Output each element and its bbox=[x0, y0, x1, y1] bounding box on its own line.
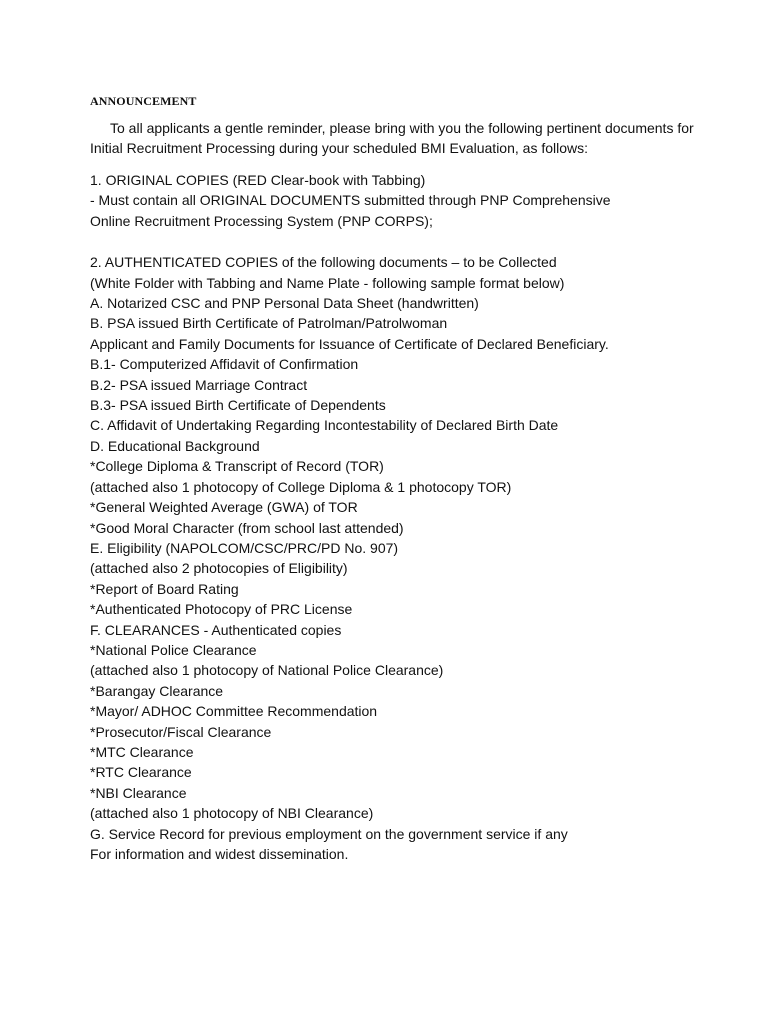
section2-line: B. PSA issued Birth Certificate of Patrolman/Patrolwoman bbox=[90, 315, 448, 332]
section2-line: *Barangay Clearance bbox=[90, 682, 224, 699]
section2-line: *National Police Clearance bbox=[90, 641, 257, 658]
section2-line: B.3- PSA issued Birth Certificate of Dependents bbox=[90, 397, 386, 414]
section2-line: *Authenticated Photocopy of PRC License bbox=[90, 601, 353, 618]
section2-line: (White Folder with Tabbing and Name Plate - following sample format below) bbox=[90, 274, 565, 291]
section2-line: D. Educational Background bbox=[90, 437, 260, 454]
section2-line: 2. AUTHENTICATED COPIES of the following documents – to be Collected bbox=[90, 254, 557, 271]
section2-line: *MTC Clearance bbox=[90, 743, 194, 760]
section2-line: *Prosecutor/Fiscal Clearance bbox=[90, 723, 272, 740]
section1-line: 1. ORIGINAL COPIES (RED Clear-book with Tabbing) bbox=[90, 172, 426, 188]
section-original-copies bbox=[90, 170, 730, 231]
section1-line: - Must contain all ORIGINAL DOCUMENTS submitted through PNP Comprehensive bbox=[90, 192, 611, 209]
section2-line: *NBI Clearance bbox=[90, 784, 187, 801]
section2-line: G. Service Record for previous employment on the government service if any bbox=[90, 825, 568, 842]
section2-line: *Good Moral Character (from school last attended) bbox=[90, 519, 404, 536]
section2-line: C. Affidavit of Undertaking Regarding Incontestability of Declared Birth Date bbox=[90, 417, 559, 434]
section2-line: F. CLEARANCES - Authenticated copies bbox=[90, 621, 342, 638]
section2-line: *Report of Board Rating bbox=[90, 580, 239, 597]
section2-line: Applicant and Family Documents for Issuance of Certificate of Declared Beneficiary. bbox=[90, 335, 609, 352]
section2-line: E. Eligibility (NAPOLCOM/CSC/PRC/PD No. 907) bbox=[90, 539, 399, 556]
section2-line: (attached also 1 photocopy of College Diploma & 1 photocopy TOR) bbox=[90, 478, 512, 495]
section-spacer bbox=[90, 231, 730, 252]
section2-line: A. Notarized CSC and PNP Personal Data Sheet (handwritten) bbox=[90, 295, 479, 312]
document-page bbox=[90, 93, 730, 864]
section1-line: Online Recruitment Processing System (PNP CORPS); bbox=[90, 212, 433, 229]
section2-line: (attached also 1 photocopy of NBI Clearance) bbox=[90, 805, 374, 822]
section2-line: (attached also 1 photocopy of National Police Clearance) bbox=[90, 662, 444, 679]
section2-line: *General Weighted Average (GWA) of TOR bbox=[90, 499, 358, 516]
intro-paragraph: To all applicants a gentle reminder, please bring with you the following pertinent documents for Initial Recruitment Processing during your scheduled BMI Evaluation, as follows: bbox=[90, 120, 694, 156]
section2-line: *College Diploma & Transcript of Record (TOR) bbox=[90, 458, 384, 475]
closing-line: For information and widest dissemination. bbox=[90, 846, 349, 862]
section2-line: *Mayor/ ADHOC Committee Recommendation bbox=[90, 703, 378, 720]
announcement-heading: ANNOUNCEMENT bbox=[90, 94, 197, 108]
section-authenticated-copies bbox=[90, 252, 730, 864]
section2-line: (attached also 2 photocopies of Eligibility) bbox=[90, 560, 348, 577]
section2-line: B.1- Computerized Affidavit of Confirmation bbox=[90, 356, 359, 373]
section2-line: B.2- PSA issued Marriage Contract bbox=[90, 376, 308, 393]
section2-line: *RTC Clearance bbox=[90, 764, 192, 781]
